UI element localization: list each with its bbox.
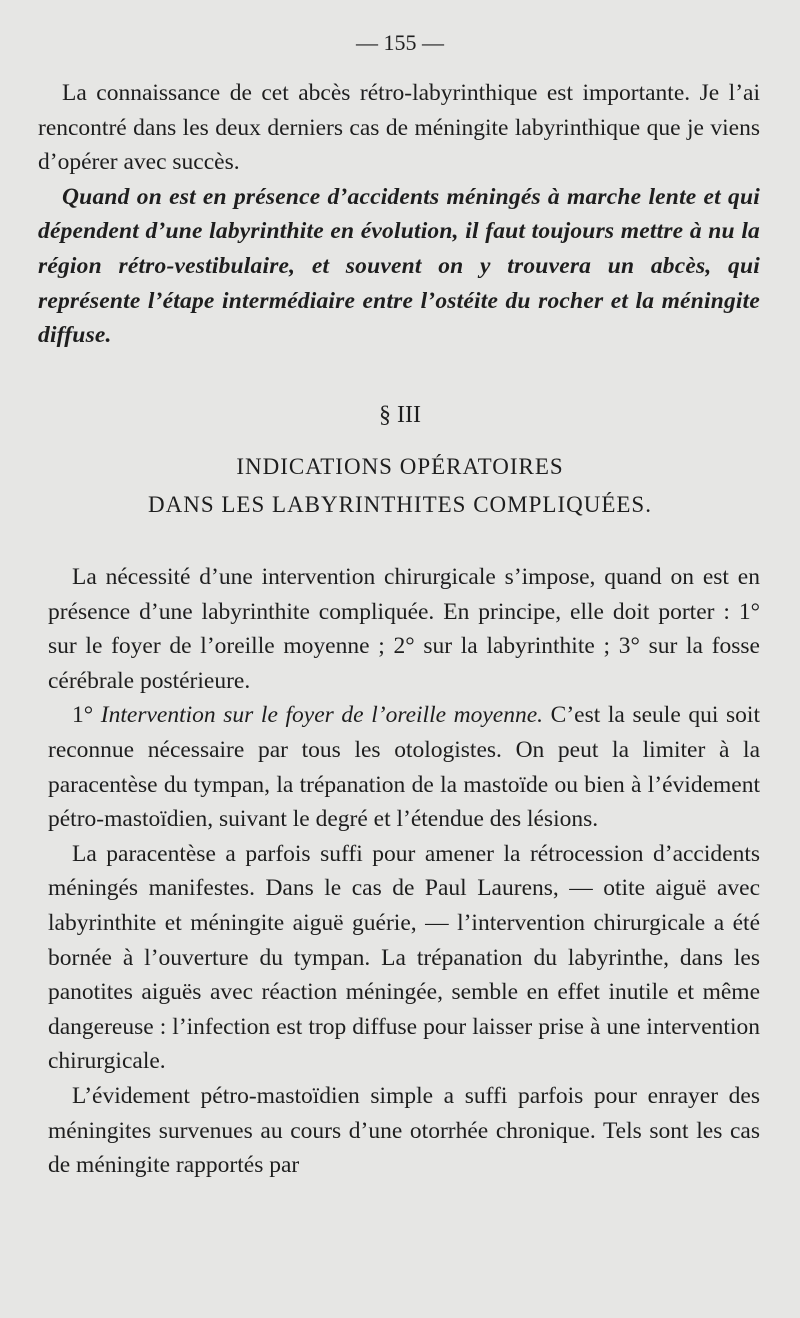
intro-paragraph: La connaissance de cet abcès rétro-labyrinthique est importante. Je l’ai rencontré dans les deux derniers cas de méningite labyrinthique que je viens d’opérer avec succès. [38,80,760,176]
paragraph-2 [48,698,760,836]
section-title-line1: INDICATIONS OPÉRATOIRES [236,454,564,479]
paragraph-2-heading: Intervention sur le foyer de l’oreille moyenne. [100,702,544,729]
paragraph-3: La paracentèse a parfois suffi pour amener la rétrocession d’accidents méningés manifestes. Dans le cas de Paul Laurens, — otite aiguë avec labyrinthite et méningite aiguë guérie, — l’intervention chirurgicale a été bornée à l’ouverture du tympan. La trépanation du labyrinthe, dans les panotites aiguës avec réaction méningée, semble en effet inutile et même dangereuse : l’infection est trop diffuse pour laisser prise à une intervention chirurgicale. [48,840,760,1075]
paragraph-2-text: C’est la seule qui soit reconnue nécessaire par tous les otologistes. On peut la limiter à la paracentèse du tympan, la trépanation de la mastoïde ou bien à l’évidement pétro-mastoïdien, suivant le degré et l’étendue des lésions. [48,702,760,833]
intro-block [38,76,760,353]
intro-conclusion: Quand on est en présence d’accidents méningés à marche lente et qui dépendent d’une labyrinthite en évolution, il faut toujours mettre à nu la région rétro-vestibulaire, et souvent on y trouvera un abcès, qui représente l’étape intermédiaire entre l’ostéite du rocher et la méningite diffuse. [38,183,760,349]
section-number: § III [379,402,421,428]
paragraph-1: La nécessité d’une intervention chirurgicale s’impose, quand on est en présence d’une labyrinthite compliquée. En principe, elle doit porter : 1° sur le foyer de l’oreille moyenne ; 2° sur la labyrinthite ; 3° sur la fosse cérébrale postérieure. [48,564,760,694]
body-block [48,560,760,1183]
section-title-line2: DANS LES LABYRINTHITES COMPLIQUÉES. [148,492,652,517]
paragraph-2-number: 1° [72,702,94,729]
page-number: — 155 — [356,30,444,55]
paragraph-4: L’évidement pétro-mastoïdien simple a suffi parfois pour enrayer des méningites survenues au cours d’une otorrhée chronique. Tels sont les cas de méningite rapportés par [48,1082,760,1179]
